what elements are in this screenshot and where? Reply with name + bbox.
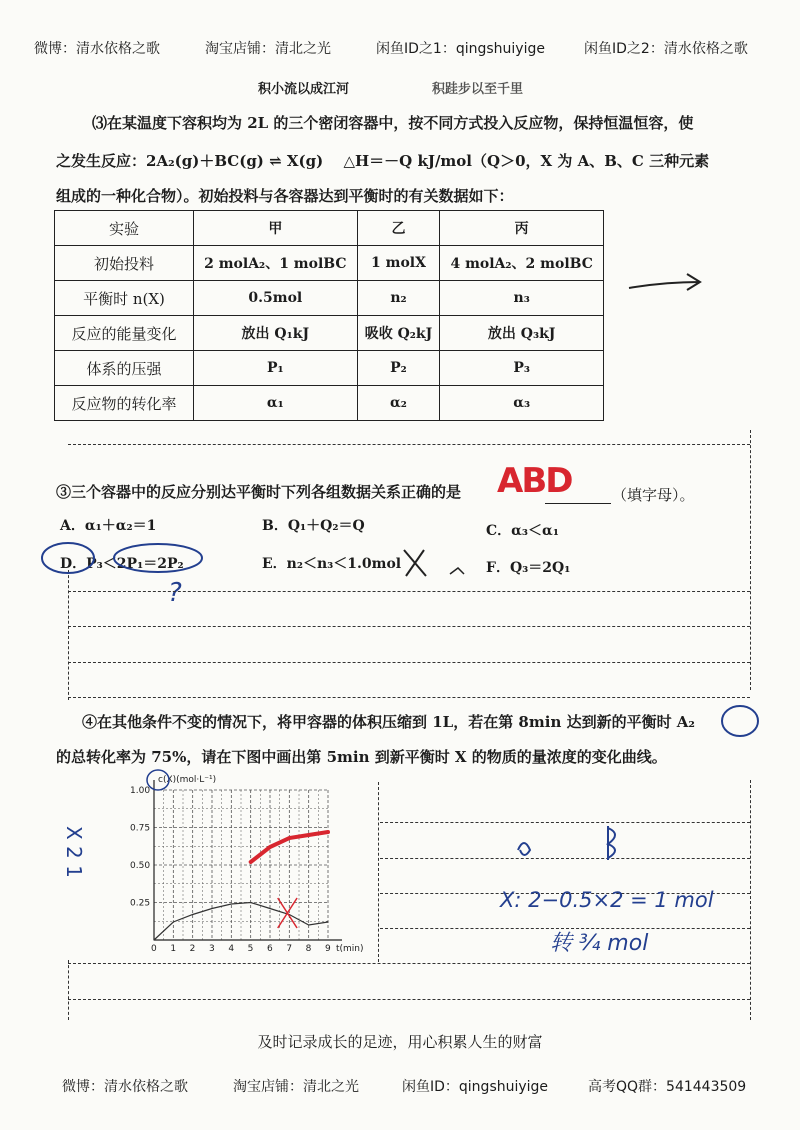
x-tick-label: 8 (305, 944, 312, 954)
table-cell: 4 molA₂、2 molBC (440, 246, 604, 281)
option-b: B．Q₁＋Q₂＝Q (262, 518, 365, 534)
table-cell: α₂ (357, 386, 440, 421)
q3-text: ③三个容器中的反应分别达平衡时下列各组数据关系正确的是 (56, 483, 462, 501)
handwritten-note-1: X: 2−0.5×2 = 1 mol (500, 888, 714, 912)
question-line-1: ⑶在某温度下容积均为 2L 的三个密闭容器中，按不同方式投入反应物，保持恒温恒容，使 (92, 114, 694, 132)
table-cell: 2 molA₂、1 molBC (194, 246, 358, 281)
x-tick-label: 5 (247, 944, 254, 954)
circle-mark-icon (40, 538, 210, 578)
answer-box-left (68, 570, 69, 700)
table-row (55, 316, 604, 351)
table-cell: 1 molX (357, 246, 440, 281)
data-table (54, 210, 604, 421)
table-row (55, 386, 604, 421)
dashed-line (68, 999, 750, 1000)
dashed-line (68, 626, 750, 627)
option-d: D．P₃＜2P₁＝2P₂ (60, 556, 184, 572)
cross-mark-icon (400, 546, 470, 580)
q4-line-1: ④在其他条件不变的情况下，将甲容器的体积压缩到 1L，若在第 8min 达到新的平衡时 A₂ (82, 713, 695, 731)
table-row (55, 281, 604, 316)
scribble-icon (510, 820, 640, 864)
table-header: 甲 (194, 211, 358, 246)
table-cell: 反应物的转化率 (55, 386, 194, 421)
answer-box-left (68, 960, 69, 1020)
table-cell: 平衡时 n(X) (55, 281, 194, 316)
x-tick-label: 3 (209, 944, 215, 954)
table-cell: n₃ (440, 281, 604, 316)
concentration-chart (128, 772, 364, 962)
q3-fill-hint: （填字母）。 (612, 486, 695, 504)
dashed-line (68, 963, 750, 964)
table-header: 丙 (440, 211, 604, 246)
x-tick-label: 9 (325, 944, 331, 954)
y-tick-label: 0.25 (130, 898, 151, 909)
table-cell: α₃ (440, 386, 604, 421)
footer-xianyu: 闲鱼ID：qingshuiyige (402, 1079, 549, 1095)
table-cell: 放出 Q₃kJ (440, 316, 604, 351)
question-line-2: 之发生反应：2A₂(g)＋BC(g) ⇌ X(g) △H＝－Q kJ/mol（Q＞0，X 为 A、B、C 三种元素 (56, 152, 710, 170)
header-xianyu-1: 闲鱼ID之1：qingshuiyige (376, 41, 545, 57)
footer-weibo: 微博：清水依格之歌 (62, 1079, 188, 1095)
header-xianyu-2: 闲鱼ID之2：清水依格之歌 (584, 41, 748, 57)
table-cell: P₂ (357, 351, 440, 386)
answer-box-top (68, 444, 750, 445)
answer-box-right (750, 780, 751, 1020)
table-cell: α₁ (194, 386, 358, 421)
circle-mark-icon (718, 702, 762, 740)
dashed-line (68, 697, 750, 698)
option-a: A．α₁＋α₂＝1 (60, 518, 157, 534)
header-taobao: 淘宝店铺：清北之光 (205, 41, 331, 57)
question-mark: ? (168, 578, 182, 608)
side-note: X 2 1 (62, 826, 86, 878)
y-tick-label: 0.75 (130, 823, 151, 834)
answer-box-right (750, 430, 751, 690)
footer-motto: 及时记录成长的足迹，用心积累人生的财富 (257, 1033, 543, 1051)
x-tick-label: 7 (286, 944, 293, 954)
option-f: F．Q₃＝2Q₁ (486, 560, 571, 576)
q4-line-2: 的总转化率为 75%，请在下图中画出第 5min 到新平衡时 X 的物质的量浓度的变化曲线。 (56, 748, 667, 766)
table-cell: 0.5mol (194, 281, 358, 316)
option-e: E．n₂＜n₃＜1.0mol (262, 556, 402, 572)
table-cell: n₂ (357, 281, 440, 316)
table-cell: P₁ (194, 351, 358, 386)
question-line-3: 组成的一种化合物）。初始投料与各容器达到平衡时的有关数据如下： (56, 187, 514, 205)
x-axis-label: t(min) (336, 944, 364, 954)
dashed-line (68, 662, 750, 663)
x-tick-label: 2 (189, 944, 196, 954)
dashed-line (68, 591, 750, 592)
handwritten-note-2: 转 ¾ mol (550, 931, 649, 956)
x-tick-label: 1 (170, 944, 177, 954)
table-header: 实验 (55, 211, 194, 246)
y-axis-label: c(X)(mol·L⁻¹) (158, 775, 217, 785)
footer-qq: 高考QQ群：541443509 (588, 1079, 747, 1095)
y-tick-label: 1.00 (130, 786, 151, 796)
x-tick-label: 0 (151, 944, 157, 954)
table-cell: 初始投料 (55, 246, 194, 281)
x-tick-label: 6 (267, 944, 273, 954)
option-c: C．α₃＜α₁ (486, 523, 559, 539)
table-cell: 体系的压强 (55, 351, 194, 386)
x-tick-label: 4 (228, 944, 235, 954)
answer-box-divider (378, 782, 379, 962)
table-header: 乙 (357, 211, 440, 246)
table-cell: 反应的能量变化 (55, 316, 194, 351)
table-cell: 吸收 Q₂kJ (357, 316, 440, 351)
handwritten-answer: ABD (497, 461, 572, 501)
table-cell: P₃ (440, 351, 604, 386)
arrow-icon (625, 270, 705, 300)
table-row (55, 211, 604, 246)
answer-blank-line (545, 503, 611, 504)
top-title: 积小流以成江河 (258, 82, 350, 97)
table-row (55, 246, 604, 281)
header-weibo: 微博：清水依格之歌 (34, 41, 160, 57)
table-row (55, 351, 604, 386)
table-cell: 放出 Q₁kJ (194, 316, 358, 351)
y-tick-label: 0.50 (130, 861, 151, 871)
footer-taobao: 淘宝店铺：清北之光 (233, 1079, 359, 1095)
top-title-right: 积跬步以至千里 (432, 82, 524, 97)
